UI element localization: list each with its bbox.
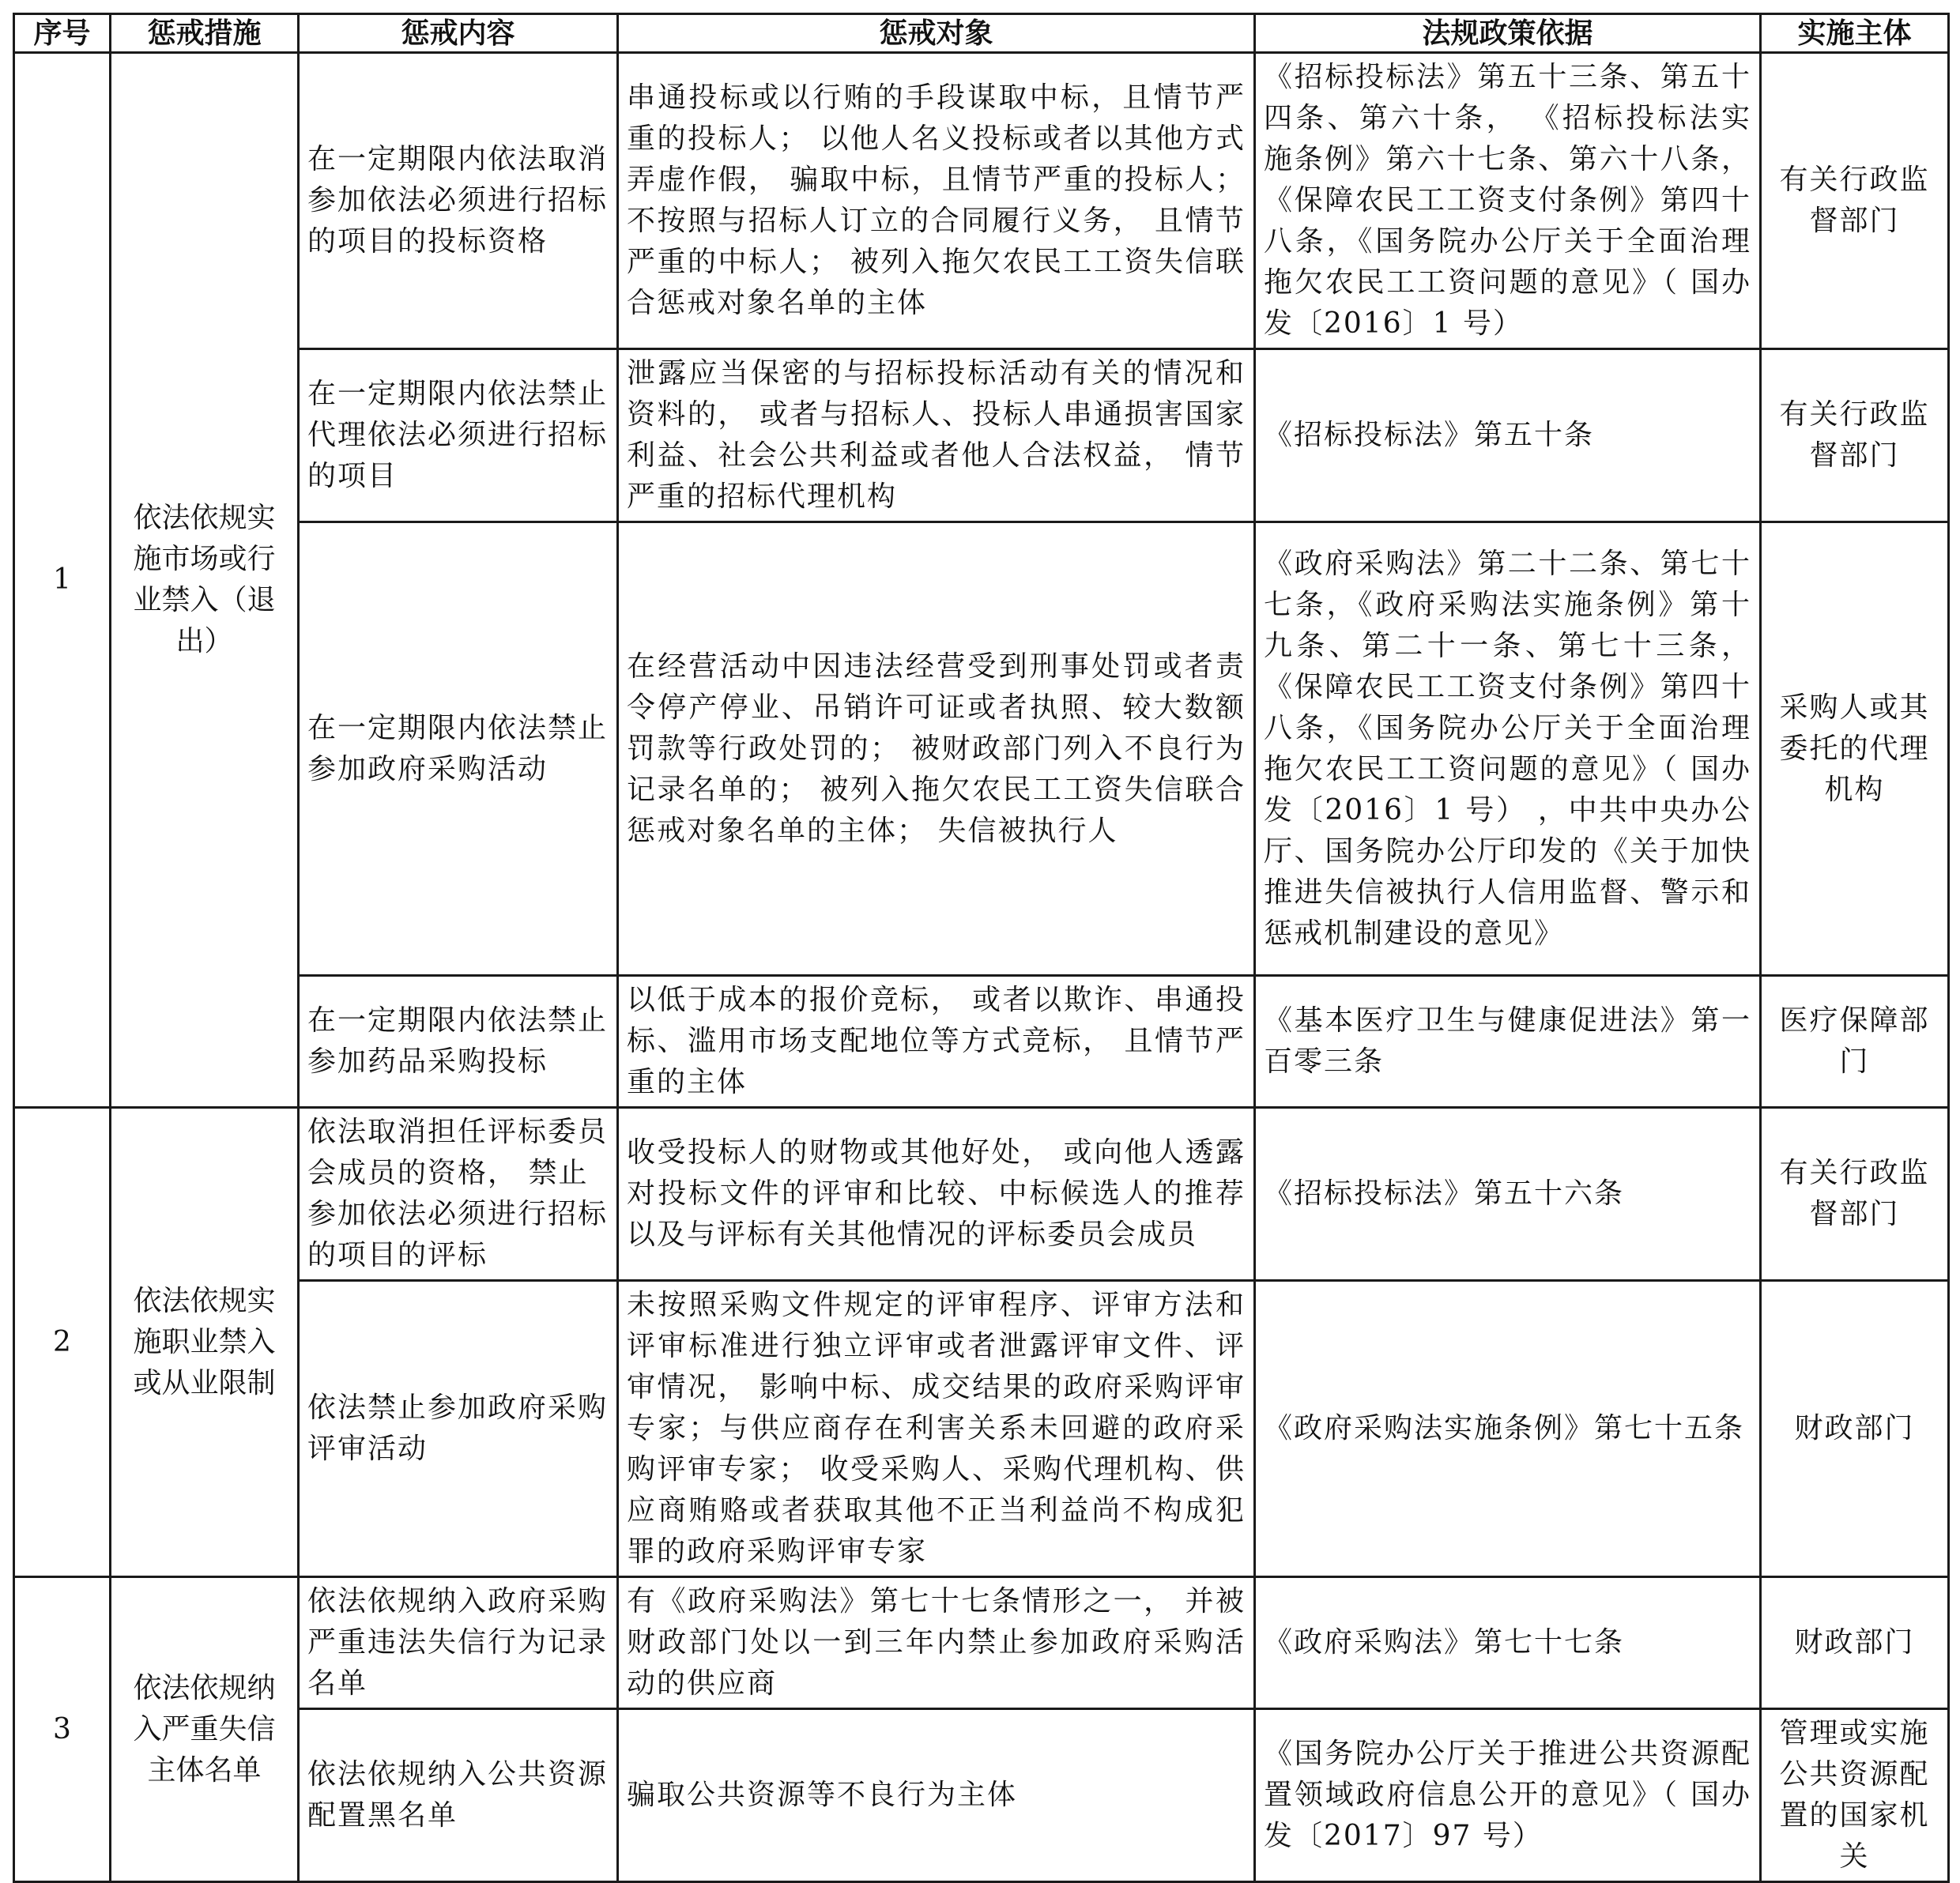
row-target: 有《政府采购法》第七十七条情形之一， 并被财政部门处以一到三年内禁止参加政府采购活动的供应商 [618, 1577, 1255, 1709]
row-content: 依法取消担任评标委员会成员的资格， 禁止参加依法必须进行招标的项目的评标 [299, 1108, 618, 1281]
row-basis: 《招标投标法》第五十六条 [1255, 1108, 1761, 1281]
row-content: 在一定期限内依法禁止代理依法必须进行招标的项目 [299, 349, 618, 522]
row-basis: 《招标投标法》第五十三条、第五十四条、第六十条， 《招标投标法实施条例》第六十七条、第六十八条，《保障农民工工资支付条例》第四十八条，《国务院办公厅关于全面治理拖欠农民工工资问题的意见》（ 国办发〔2016〕1 号） [1255, 53, 1761, 349]
row-content: 依法禁止参加政府采购评审活动 [299, 1281, 618, 1577]
row-basis: 《基本医疗卫生与健康促进法》第一百零三条 [1255, 976, 1761, 1108]
row-agency: 采购人或其委托的代理机构 [1761, 522, 1949, 976]
row-content: 依法依规纳入政府采购严重违法失信行为记录名单 [299, 1577, 618, 1709]
row-target: 骗取公共资源等不良行为主体 [618, 1709, 1255, 1882]
row-target: 未按照采购文件规定的评审程序、评审方法和评审标准进行独立评审或者泄露评审文件、评审情况， 影响中标、成交结果的政府采购评审专家；与供应商存在利害关系未回避的政府采购评审专家； 收受采购人、采购代理机构、供应商贿赂或者获取其他不正当利益尚不构成犯罪的政府采购评审专家 [618, 1281, 1255, 1577]
group-number: 1 [14, 53, 111, 1108]
table-row [14, 53, 1949, 349]
row-agency: 有关行政监督部门 [1761, 53, 1949, 349]
group-measure: 依法依规实施市场或行业禁入（退出） [111, 53, 299, 1108]
row-basis: 《招标投标法》第五十条 [1255, 349, 1761, 522]
row-content: 依法依规纳入公共资源配置黑名单 [299, 1709, 618, 1882]
table-row [14, 976, 1949, 1108]
row-content: 在一定期限内依法禁止参加政府采购活动 [299, 522, 618, 976]
row-target: 在经营活动中因违法经营受到刑事处罚或者责令停产停业、吊销许可证或者执照、较大数额罚款等行政处罚的； 被财政部门列入不良行为记录名单的； 被列入拖欠农民工工资失信联合惩戒对象名单的主体； 失信被执行人 [618, 522, 1255, 976]
row-agency: 财政部门 [1761, 1281, 1949, 1577]
row-basis: 《国务院办公厅关于推进公共资源配置领域政府信息公开的意见》（ 国办发〔2017〕97 号） [1255, 1709, 1761, 1882]
table-row [14, 1709, 1949, 1882]
header-number: 序号 [14, 14, 111, 53]
table-row [14, 1108, 1949, 1281]
row-target: 收受投标人的财物或其他好处， 或向他人透露对投标文件的评审和比较、中标候选人的推荐以及与评标有关其他情况的评标委员会成员 [618, 1108, 1255, 1281]
table-row [14, 522, 1949, 976]
group-number: 3 [14, 1577, 111, 1882]
table-row [14, 1281, 1949, 1577]
row-basis: 《政府采购法》第二十二条、第七十七条，《政府采购法实施条例》第十九条、第二十一条、第七十三条，《保障农民工工资支付条例》第四十八条，《国务院办公厅关于全面治理拖欠农民工工资问题的意见》（ 国办发〔2016〕1 号） ，中共中央办公厅、国务院办公厅印发的《关于加快推进失信被执行人信用监督、警示和惩戒机制建设的意见》 [1255, 522, 1761, 976]
row-basis: 《政府采购法实施条例》第七十五条 [1255, 1281, 1761, 1577]
row-target: 串通投标或以行贿的手段谋取中标，且情节严重的投标人； 以他人名义投标或者以其他方式弄虚作假， 骗取中标，且情节严重的投标人；不按照与招标人订立的合同履行义务， 且情节严重的中标人； 被列入拖欠农民工工资失信联合惩戒对象名单的主体 [618, 53, 1255, 349]
group-measure: 依法依规纳入严重失信主体名单 [111, 1577, 299, 1882]
row-target: 泄露应当保密的与招标投标活动有关的情况和资料的， 或者与招标人、投标人串通损害国家利益、社会公共利益或者他人合法权益， 情节严重的招标代理机构 [618, 349, 1255, 522]
group-measure: 依法依规实施职业禁入或从业限制 [111, 1108, 299, 1577]
punishment-table [13, 13, 1950, 1883]
row-content: 在一定期限内依法取消参加依法必须进行招标的项目的投标资格 [299, 53, 618, 349]
row-content: 在一定期限内依法禁止参加药品采购投标 [299, 976, 618, 1108]
row-basis: 《政府采购法》第七十七条 [1255, 1577, 1761, 1709]
header-content: 惩戒内容 [299, 14, 618, 53]
header-row [14, 14, 1949, 53]
header-basis: 法规政策依据 [1255, 14, 1761, 53]
row-agency: 有关行政监督部门 [1761, 349, 1949, 522]
table-row [14, 349, 1949, 522]
header-target: 惩戒对象 [618, 14, 1255, 53]
row-target: 以低于成本的报价竞标， 或者以欺诈、串通投标、滥用市场支配地位等方式竞标， 且情节严重的主体 [618, 976, 1255, 1108]
group-number: 2 [14, 1108, 111, 1577]
header-agency: 实施主体 [1761, 14, 1949, 53]
table-row [14, 1577, 1949, 1709]
header-measure: 惩戒措施 [111, 14, 299, 53]
row-agency: 有关行政监督部门 [1761, 1108, 1949, 1281]
row-agency: 财政部门 [1761, 1577, 1949, 1709]
row-agency: 管理或实施公共资源配置的国家机关 [1761, 1709, 1949, 1882]
row-agency: 医疗保障部门 [1761, 976, 1949, 1108]
